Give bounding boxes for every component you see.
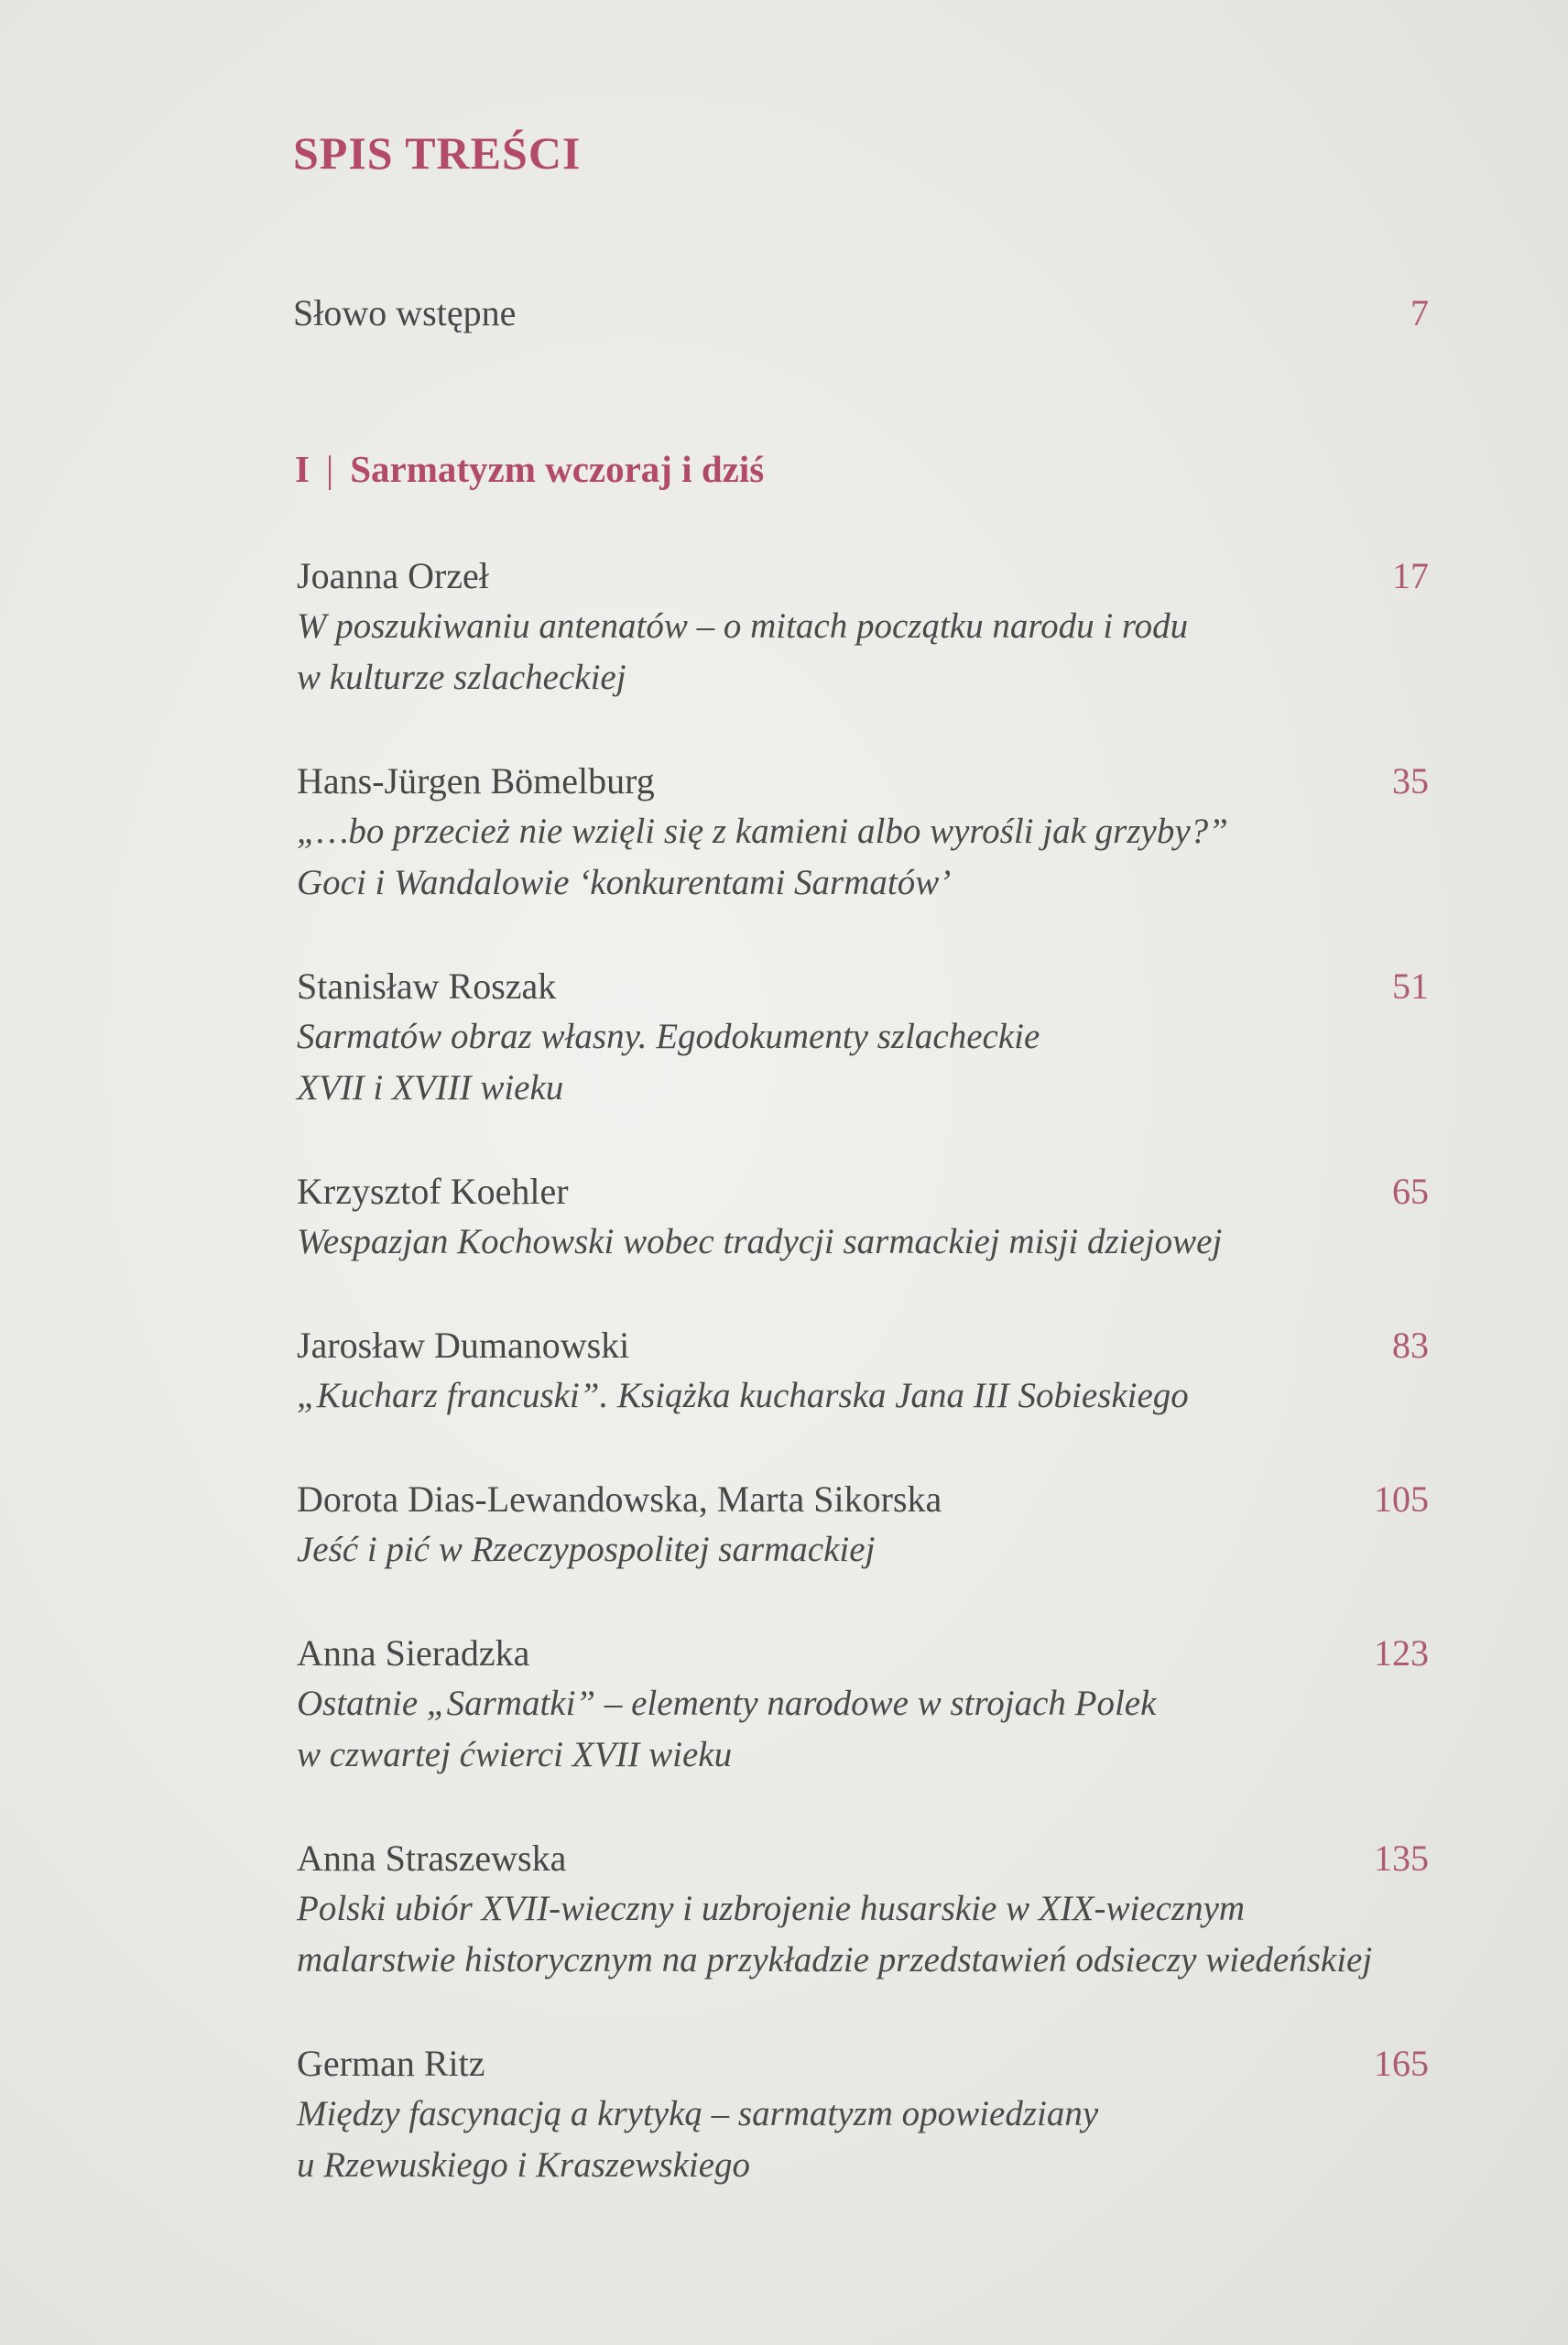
entry-author: Dorota Dias-Lewandowska, Marta Sikorska xyxy=(297,1478,942,1520)
entry-author: Joanna Orzeł xyxy=(297,555,489,596)
entry-author: Anna Sieradzka xyxy=(297,1632,530,1674)
entry-page-number: 35 xyxy=(1392,760,1429,802)
toc-entry xyxy=(297,1834,1429,1986)
preface-label: Słowo wstępne xyxy=(293,292,517,333)
entry-title: Między fascynacją a krytyką – sarmatyzm opowiedziany u Rzewuskiego i Kraszewskiego xyxy=(297,2094,1099,2185)
preface-page-number: 7 xyxy=(1410,292,1429,333)
toc-entry xyxy=(297,1321,1429,1422)
entry-page-number: 65 xyxy=(1392,1171,1429,1212)
toc-title: SPIS TREŚCI xyxy=(293,127,582,179)
toc-entry xyxy=(297,962,1429,1114)
entry-title: Sarmatów obraz własny. Egodokumenty szlacheckie XVII i XVIII wieku xyxy=(297,1017,1040,1107)
entry-page-number: 17 xyxy=(1392,555,1429,596)
section-heading xyxy=(295,447,764,491)
entry-page-number: 51 xyxy=(1392,965,1429,1007)
entry-title: Ostatnie „Sarmatki” – elementy narodowe w strojach Polek w czwartej ćwierci XVII wieku xyxy=(297,1684,1157,1774)
entry-author: Anna Straszewska xyxy=(297,1838,567,1879)
toc-entry xyxy=(297,551,1429,704)
entry-author: German Ritz xyxy=(297,2043,485,2084)
toc-entry xyxy=(297,1629,1429,1781)
entry-title: Jeść i pić w Rzeczypospolitej sarmackiej xyxy=(297,1530,876,1569)
entry-title: „Kucharz francuski”. Książka kucharska Jana III Sobieskiego xyxy=(297,1376,1189,1415)
section-numeral: I xyxy=(295,448,310,490)
toc-entry xyxy=(297,1475,1429,1576)
toc-entry xyxy=(297,1167,1429,1268)
entry-title: Polski ubiór XVII-wieczny i uzbrojenie husarskie w XIX-wiecznym malarstwie historycznym na przykładzie przedstawień odsieczy wiedeńskiej xyxy=(297,1889,1373,1980)
entry-title: Wespazjan Kochowski wobec tradycji sarmackiej misji dziejowej xyxy=(297,1222,1223,1261)
entry-page-number: 165 xyxy=(1374,2043,1429,2084)
entry-page-number: 105 xyxy=(1374,1478,1429,1520)
entry-title: „…bo przecież nie wzięli się z kamieni albo wyrośli jak grzyby?” Goci i Wandalowie ‘konkurentami Sarmatów’ xyxy=(297,812,1228,902)
entry-title: W poszukiwaniu antenatów – o mitach początku narodu i rodu w kulturze szlacheckiej xyxy=(297,606,1189,697)
entry-page-number: 83 xyxy=(1392,1325,1429,1366)
toc-entry xyxy=(297,2039,1429,2191)
entry-page-number: 135 xyxy=(1374,1838,1429,1879)
entry-author: Hans-Jürgen Bömelburg xyxy=(297,760,655,802)
entry-author: Krzysztof Koehler xyxy=(297,1171,569,1212)
section-title: Sarmatyzm wczoraj i dziś xyxy=(350,448,765,490)
preface-entry xyxy=(293,291,1429,334)
entry-author: Jarosław Dumanowski xyxy=(297,1325,630,1366)
toc-entry xyxy=(297,757,1429,909)
entry-author: Stanisław Roszak xyxy=(297,965,557,1007)
toc-entries xyxy=(297,551,1429,2244)
section-separator: | xyxy=(325,448,334,490)
entry-page-number: 123 xyxy=(1374,1632,1429,1674)
